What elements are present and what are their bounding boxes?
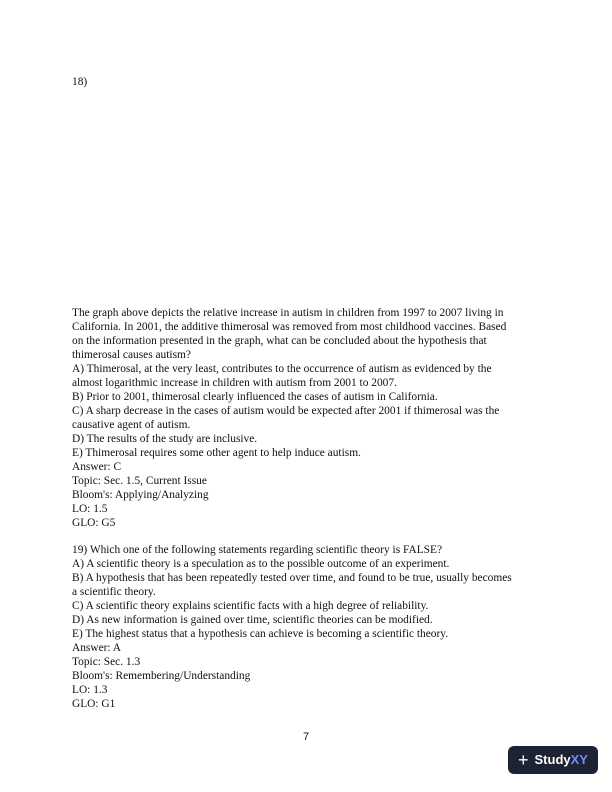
q18-lo: LO: 1.5 — [72, 503, 108, 515]
q18-answer: Answer: C — [72, 461, 122, 473]
q18-stem-line: on the information presented in the graph, what can be concluded about the hypothesis that — [72, 335, 487, 347]
q19-option-line: a scientific theory. — [72, 586, 156, 598]
q19-stem: 19) Which one of the following statements regarding scientific theory is FALSE? — [72, 544, 443, 556]
logo-study: Study — [534, 752, 571, 767]
q18-stem-line: thimerosal causes autism? — [72, 349, 191, 361]
q18-option-line: E) Thimerosal requires some other agent to help induce autism. — [72, 447, 361, 459]
q19-option-line: C) A scientific theory explains scientific facts with a high degree of reliability. — [72, 600, 429, 612]
q19-glo: GLO: G1 — [72, 698, 116, 710]
question-18-body — [72, 306, 542, 530]
q18-glo: GLO: G5 — [72, 517, 116, 529]
studyxy-logo-text — [535, 753, 588, 767]
q19-blooms: Bloom's: Remembering/Understanding — [72, 670, 251, 682]
question-19-body — [72, 543, 542, 711]
question-18-number: 18) — [72, 76, 88, 88]
q19-option-line: D) As new information is gained over time, scientific theories can be modified. — [72, 614, 433, 626]
q19-option-line: E) The highest status that a hypothesis can achieve is becoming a scientific theory. — [72, 628, 449, 640]
q18-option-line: A) Thimerosal, at the very least, contributes to the occurrence of autism as evidenced by the — [72, 363, 492, 375]
logo-xy: XY — [570, 752, 588, 767]
q18-option-line: C) A sharp decrease in the cases of autism would be expected after 2001 if thimerosal was the — [72, 405, 500, 417]
q18-stem-line: California. In 2001, the additive thimerosal was removed from most childhood vaccines. Based — [72, 321, 507, 333]
plus-icon: + — [518, 750, 529, 770]
q18-option-line: D) The results of the study are inclusive. — [72, 433, 258, 445]
q19-answer: Answer: A — [72, 642, 122, 654]
q18-stem-line: The graph above depicts the relative increase in autism in children from 1997 to 2007 living in — [72, 307, 504, 319]
q19-option-line: A) A scientific theory is a speculation as to the possible outcome of an experiment. — [72, 558, 450, 570]
q19-option-line: B) A hypothesis that has been repeatedly tested over time, and found to be true, usually becomes — [72, 572, 512, 584]
q18-topic: Topic: Sec. 1.5, Current Issue — [72, 475, 207, 487]
q18-option-line: almost logarithmic increase in children with autism from 2001 to 2007. — [72, 377, 397, 389]
q18-option-line: causative agent of autism. — [72, 419, 191, 431]
q18-option-line: B) Prior to 2001, thimerosal clearly influenced the cases of autism in California. — [72, 391, 438, 403]
studyxy-badge[interactable] — [508, 746, 598, 774]
q19-topic: Topic: Sec. 1.3 — [72, 656, 141, 668]
page-number: 7 — [302, 731, 310, 743]
q19-lo: LO: 1.3 — [72, 684, 108, 696]
q18-blooms: Bloom's: Applying/Analyzing — [72, 489, 209, 501]
